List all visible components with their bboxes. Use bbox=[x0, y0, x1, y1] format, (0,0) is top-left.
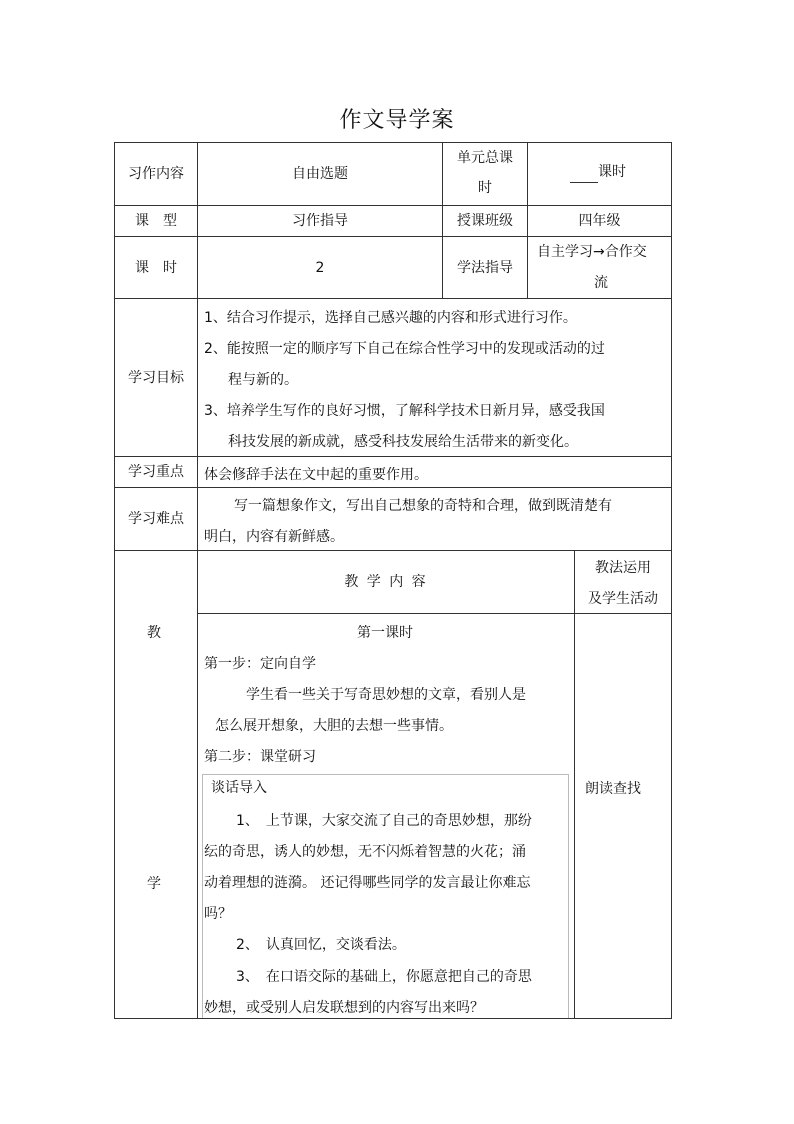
value-total-hours bbox=[528, 143, 671, 205]
method-text: 朗读查找 bbox=[585, 781, 641, 797]
label-key-point: 学习重点 bbox=[128, 464, 184, 480]
question-line: 吗？ bbox=[204, 906, 232, 922]
goal-line: 1、结合习作提示，选择自己感兴趣的内容和形式进行习作。 bbox=[204, 310, 577, 326]
label-lesson-type: 课 型 bbox=[135, 213, 177, 229]
goal-line: 程与新的。 bbox=[228, 372, 298, 388]
label-class: 授课班级 bbox=[457, 213, 513, 229]
goal-line: 3、培养学生写作的良好习惯，了解科学技术日新月异，感受我国 bbox=[204, 403, 605, 419]
hours-unit: 课时 bbox=[598, 164, 626, 180]
step1-title: 第一步：定向自学 bbox=[204, 656, 316, 672]
value-class: 四年级 bbox=[578, 213, 621, 229]
label-writing-content: 习作内容 bbox=[128, 166, 184, 182]
value-study-method bbox=[528, 237, 671, 298]
step2-title: 第二步：课堂研习 bbox=[204, 749, 316, 765]
value-lesson-type: 习作指导 bbox=[292, 213, 348, 229]
study-method-line2: 流 bbox=[594, 275, 608, 291]
lesson-title: 第一课时 bbox=[357, 625, 413, 641]
question-line: 2、 认真回忆，交谈看法。 bbox=[236, 937, 406, 953]
key-point-text: 体会修辞手法在文中起的重要作用。 bbox=[204, 467, 428, 483]
method-header-line1: 教法运用 bbox=[595, 560, 651, 576]
page-title: 作文导学案 bbox=[339, 108, 455, 133]
side-label-learn: 学 bbox=[147, 876, 161, 892]
label-lesson-hours: 课 时 bbox=[135, 259, 177, 276]
label-total-hours-line1: 单元总课 bbox=[457, 150, 513, 166]
difficulty-line: 写一篇想象作文，写出自己想象的奇特和合理，做到既清楚有 bbox=[234, 498, 612, 514]
value-writing-content: 自由选题 bbox=[292, 166, 348, 182]
method-header bbox=[575, 551, 671, 613]
question-line: 1、 上节课，大家交流了自己的奇思妙想，那纷 bbox=[236, 813, 532, 829]
question-line: 妙想，或受别人启发联想到的内容写出来吗？ bbox=[204, 1000, 484, 1016]
label-study-method: 学法指导 bbox=[457, 259, 513, 276]
goal-line: 2、能按照一定的顺序写下自己在综合性学习中的发现或活动的过 bbox=[204, 341, 605, 357]
side-label-teach: 教 bbox=[147, 625, 161, 641]
step1-text: 怎么展开想象，大胆的去想一些事情。 bbox=[215, 718, 453, 734]
value-lesson-hours: 2 bbox=[315, 259, 325, 276]
label-total-hours-line2: 时 bbox=[478, 180, 492, 196]
study-method-line1: 自主学习→合作交 bbox=[537, 244, 647, 260]
goal-line: 科技发展的新成就，感受科技发展给生活带来的新变化。 bbox=[228, 434, 578, 450]
difficulty-line: 明白，内容有新鲜感。 bbox=[204, 529, 344, 545]
question-line: 纭的奇思，诱人的妙想，无不闪烁着智慧的火花；涌 bbox=[204, 844, 526, 860]
intro-title: 谈话导入 bbox=[211, 780, 267, 796]
content-header: 教 学 内 容 bbox=[344, 574, 428, 590]
label-goals: 学习目标 bbox=[128, 369, 184, 386]
question-line: 3、 在口语交际的基础上，你愿意把自己的奇思 bbox=[236, 969, 532, 985]
step1-text: 学生看一些关于写奇思妙想的文章，看别人是 bbox=[246, 687, 526, 703]
question-line: 动着理想的涟漪。 还记得哪些同学的发言最让你难忘 bbox=[204, 875, 531, 891]
label-total-hours bbox=[443, 143, 527, 205]
method-header-line2: 及学生活动 bbox=[588, 591, 658, 607]
blank-underline bbox=[570, 182, 598, 183]
label-difficulty: 学习难点 bbox=[128, 511, 184, 527]
